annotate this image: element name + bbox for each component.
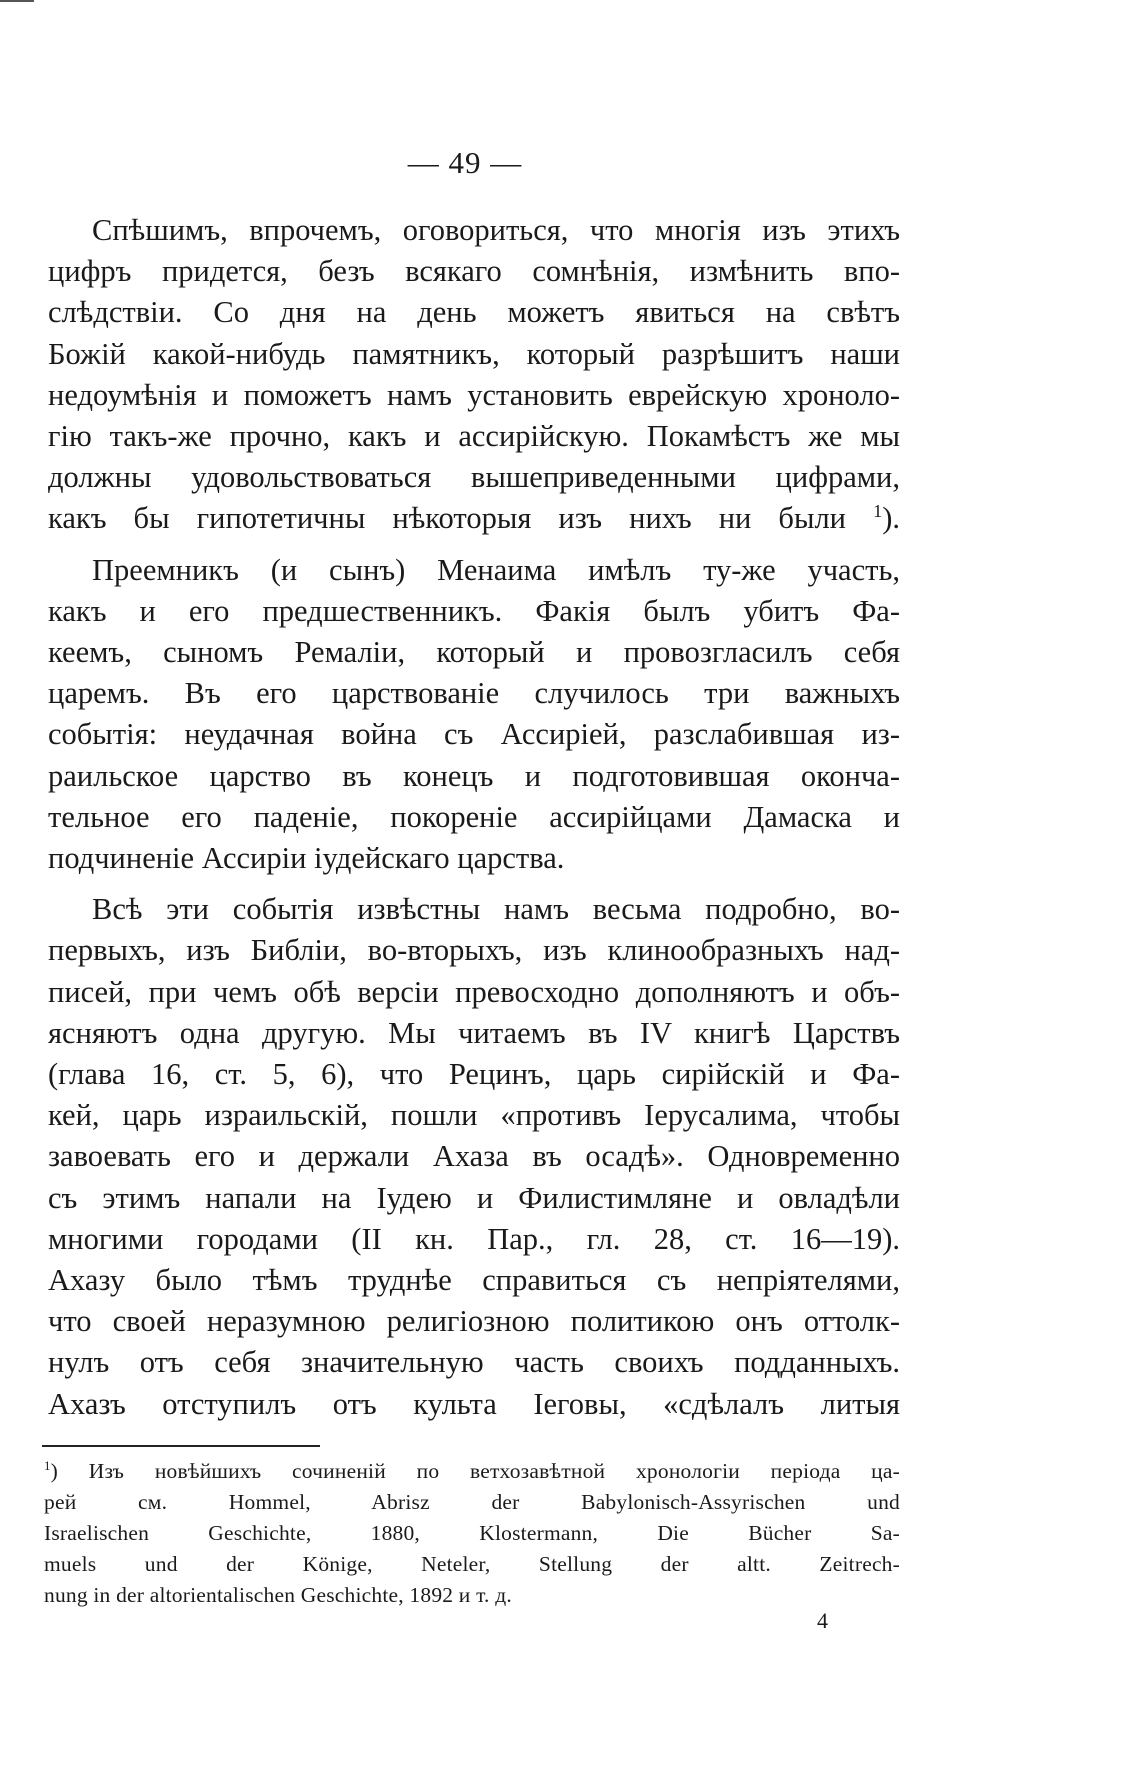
- text-line: тельное его паденіе, покореніе ассирійцами Дамаска и: [48, 799, 900, 834]
- main-text: [48, 210, 900, 1425]
- text-line: гію такъ-же прочно, какъ и ассирійскую. Покамѣстъ же мы: [48, 419, 900, 454]
- footnote-marker: 1: [44, 1458, 51, 1473]
- text-line: завоевать его и держали Ахаза въ осадѣ». Одновременно: [48, 1139, 900, 1174]
- footnote-divider: [42, 1445, 320, 1447]
- text-line: подчиненіе Ассиріи іудейскаго царства.: [48, 841, 565, 876]
- footnote: [44, 1456, 900, 1611]
- footnote-reference: 1: [873, 501, 883, 522]
- footnote-line: рей см. Hommel, Abrisz der Babylonisch-Assyrischen und: [44, 1490, 900, 1514]
- text-line: цифръ придется, безъ всякаго сомнѣнія, измѣнить впо-: [48, 254, 900, 289]
- scan-corner-mark: [0, 0, 34, 2]
- text-line: Всѣ эти событія извѣстны намъ весьма подробно, во-: [92, 892, 900, 927]
- footnote-line: [44, 1456, 900, 1487]
- text-line: (глава 16, ст. 5, 6), что Рецинъ, царь сирійскій и Фа-: [48, 1057, 900, 1092]
- text-line: недоумѣнія и поможетъ намъ установить еврейскую хроноло-: [48, 377, 900, 412]
- text-line: Ахазъ отступилъ отъ культа Іеговы, «сдѣлалъ литыя: [48, 1386, 900, 1421]
- text-line: писей, при чемъ обѣ версіи превосходно дополняютъ и объ-: [48, 974, 900, 1009]
- text-line: Спѣшимъ, впрочемъ, оговориться, что многія изъ этихъ: [92, 213, 900, 247]
- text-line: какъ бы гипотетичны нѣкоторыя изъ нихъ ни были: [48, 501, 846, 536]
- footnote-line: Israelischen Geschichte, 1880, Klostermann, Die Bücher Sa-: [44, 1521, 900, 1545]
- text-line: должны удовольствоваться вышеприведенными цифрами,: [48, 460, 900, 495]
- text-line: царемъ. Въ его царствованіе случилось три важныхъ: [48, 676, 900, 711]
- text-line: первыхъ, изъ Библіи, во-вторыхъ, изъ клинообразныхъ над-: [48, 933, 900, 968]
- footnote-line: nung in der altorientalischen Geschichte, 1892 и т. д.: [44, 1583, 512, 1607]
- paragraph: [48, 210, 900, 540]
- paragraph: [48, 550, 900, 880]
- paragraph: [48, 889, 900, 1425]
- signature-mark: 4: [817, 1608, 828, 1633]
- text-line: Ахазу было тѣмъ труднѣе справиться съ непріятелями,: [48, 1263, 900, 1298]
- text-line: слѣдствіи. Со дня на день можетъ явиться на свѣтъ: [48, 295, 900, 330]
- text-line: кей, царь израильскій, пошли «противъ Іерусалима, чтобы: [48, 1098, 900, 1133]
- text-line: ясняютъ одна другую. Мы читаемъ въ IV книгѣ Царствъ: [48, 1015, 900, 1050]
- page-number: — 49 —: [407, 145, 523, 180]
- footnote-line: muels und der Könige, Neteler, Stellung der altt. Zeitrech-: [44, 1552, 900, 1576]
- text-line: что своей неразумною религіозною политикою онъ оттолк-: [48, 1304, 900, 1339]
- text-line: Божій какой-нибудь памятникъ, который разрѣшитъ наши: [48, 336, 900, 371]
- text-line: событія: неудачная война съ Ассиріей, разслабившая из-: [48, 717, 900, 752]
- text-line: нулъ отъ себя значительную часть своихъ подданныхъ.: [48, 1345, 900, 1380]
- text-line: многими городами (II кн. Пар., гл. 28, ст. 16—19).: [48, 1221, 900, 1256]
- footnote-text: ) Изъ новѣйшихъ сочиненій по ветхозавѣтной хронологіи періода ца-: [50, 1459, 900, 1483]
- line-end-punctuation: ).: [882, 501, 900, 536]
- text-line: какъ и его предшественникъ. Факія былъ убитъ Фа-: [48, 593, 900, 628]
- text-line-with-footnote: [48, 498, 900, 539]
- text-line: съ этимъ напали на Іудею и Филистимляне и овладѣли: [48, 1180, 900, 1215]
- text-line: кеемъ, сыномъ Ремаліи, который и провозгласилъ себя: [48, 635, 900, 670]
- text-line: Преемникъ (и сынъ) Менаима имѣлъ ту-же участь,: [92, 552, 900, 587]
- text-line: раильское царство въ конецъ и подготовившая оконча-: [48, 758, 900, 793]
